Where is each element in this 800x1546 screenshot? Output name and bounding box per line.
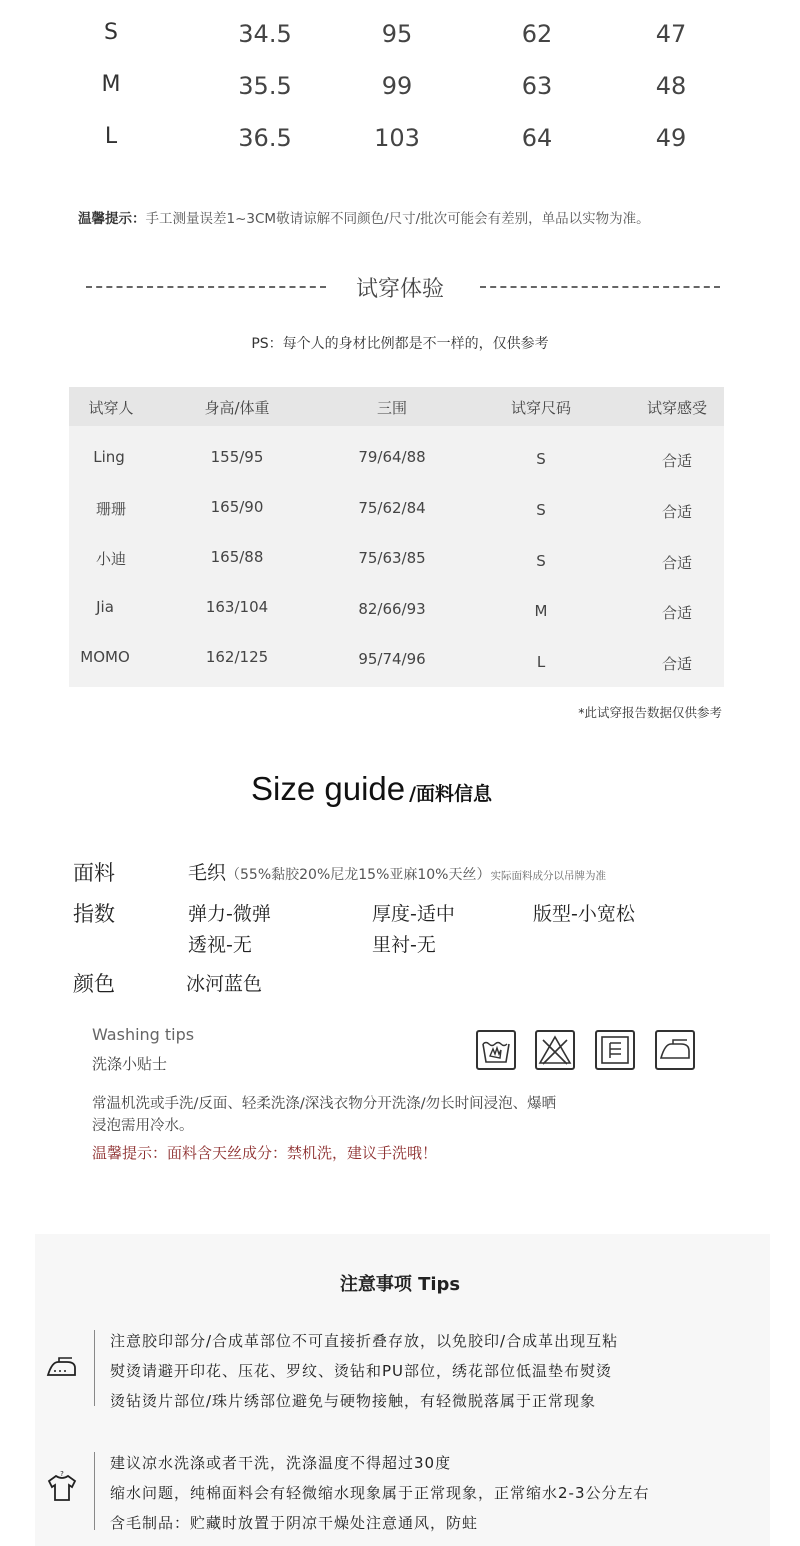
- tip-line: 建议凉水洗涤或者干洗，洗涤温度不得超过30度: [110, 1454, 452, 1472]
- table-cell: L: [536, 653, 546, 671]
- table-cell: 163/104: [205, 598, 269, 616]
- fit-value: 版型-小宽松: [533, 903, 635, 925]
- table-cell: 162/125: [205, 648, 269, 666]
- size-value: 99: [381, 72, 413, 100]
- table-cell: 合适: [661, 655, 693, 673]
- table-cell: 合适: [661, 604, 693, 622]
- table-cell: 165/88: [210, 548, 264, 566]
- table-cell: Ling: [93, 448, 125, 466]
- header-cell: 试穿感受: [646, 399, 708, 417]
- size-value: 103: [374, 124, 420, 152]
- lining-value: 里衬-无: [372, 934, 436, 956]
- notice-label: 温馨提示：: [78, 211, 146, 227]
- size-row: [0, 72, 800, 124]
- table-cell: M: [534, 602, 548, 620]
- table-cell: 155/95: [210, 448, 264, 466]
- header-cell: 试穿尺码: [510, 399, 572, 417]
- header-cell: 三围: [376, 399, 408, 417]
- size-label: M: [101, 72, 121, 97]
- fabric-value: [188, 858, 606, 885]
- header-cell: 身高/体重: [204, 399, 270, 417]
- no-bleach-icon: [535, 1030, 575, 1070]
- size-value: 36.5: [238, 124, 292, 152]
- header-cell: 试穿人: [88, 399, 134, 417]
- tip-line: 熨烫请避开印花、压花、罗纹、烫钻和PU部位，绣花部位低温垫布熨烫: [110, 1362, 613, 1380]
- iron-icon: [45, 1350, 79, 1384]
- index-label: 指数: [73, 902, 115, 926]
- table-cell: 75/63/85: [358, 549, 426, 567]
- table-cell: Jia: [96, 598, 114, 616]
- size-guide-title: [251, 770, 492, 808]
- divider-left: [86, 286, 326, 288]
- color-value: 冰河蓝色: [186, 973, 263, 995]
- iron-icon: [655, 1030, 695, 1070]
- size-value: 62: [521, 20, 553, 48]
- table-cell: 合适: [661, 452, 693, 470]
- fabric-main: 毛织: [188, 862, 227, 884]
- size-value: 64: [521, 124, 553, 152]
- size-value: 47: [655, 20, 687, 48]
- table-cell: 165/90: [210, 498, 264, 516]
- table-cell: 75/62/84: [358, 499, 426, 517]
- hand-wash-icon: [476, 1030, 516, 1070]
- tip-line: 含毛制品：贮藏时放置于阴凉干燥处注意通风，防蛀: [110, 1514, 479, 1532]
- size-value: 63: [521, 72, 553, 100]
- washing-tips-title-en: Washing tips: [92, 1025, 195, 1044]
- size-value: 49: [655, 124, 687, 152]
- table-cell: 79/64/88: [358, 448, 426, 466]
- size-row: [0, 20, 800, 72]
- svg-text:?: ?: [60, 1470, 64, 1478]
- shirt-icon: [45, 1470, 79, 1504]
- tip-divider: [94, 1330, 95, 1406]
- fabric-label: 面料: [73, 861, 115, 885]
- tip-line: 烫钻烫片部位/珠片绣部位避免与硬物接触，有轻微脱落属于正常现象: [110, 1392, 597, 1410]
- table-cell: 95/74/96: [358, 650, 426, 668]
- size-label: S: [104, 20, 118, 45]
- table-cell: S: [536, 501, 546, 519]
- washing-instruction-line: 浸泡需用冷水。: [92, 1118, 194, 1134]
- size-label: L: [104, 124, 118, 149]
- tip-line: 注意胶印部分/合成革部位不可直接折叠存放，以免胶印/合成革出现互粘: [110, 1332, 619, 1350]
- table-cell: 小迪: [95, 550, 127, 568]
- measurement-notice: [78, 207, 650, 227]
- size-value: 35.5: [238, 72, 292, 100]
- thickness-value: 厚度-适中: [372, 903, 455, 925]
- try-on-ps: PS：每个人的身材比例都是不一样的，仅供参考: [251, 336, 549, 352]
- washing-instruction-line: 常温机洗或手洗/反面、轻柔洗涤/深浅衣物分开洗涤/勿长时间浸泡、爆晒: [92, 1096, 557, 1112]
- washing-tips-title-cn: 洗涤小贴士: [92, 1055, 168, 1073]
- table-cell: S: [536, 450, 546, 468]
- washing-warning: 温馨提示：面料含天丝成分：禁机洗，建议手洗哦！: [92, 1144, 438, 1162]
- color-label: 颜色: [73, 972, 115, 996]
- tip-line: 缩水问题，纯棉面料会有轻微缩水现象属于正常现象，正常缩水2-3公分左右: [110, 1484, 650, 1502]
- try-on-table: [69, 387, 724, 687]
- tips-title: 注意事项 Tips: [339, 1274, 461, 1295]
- table-cell: S: [536, 552, 546, 570]
- table-cell: MOMO: [80, 648, 130, 666]
- table-header: [69, 387, 724, 426]
- divider-right: [480, 286, 720, 288]
- size-guide-heading: Size guide: [251, 770, 406, 807]
- try-on-section-title: [0, 272, 800, 302]
- table-cell: 合适: [661, 554, 693, 572]
- table-cell: 珊珊: [95, 500, 127, 518]
- elasticity-value: 弹力-微弹: [188, 903, 271, 925]
- size-row: [0, 124, 800, 176]
- table-cell: 82/66/93: [358, 600, 426, 618]
- fabric-note: 实际面料成分以吊牌为准: [490, 870, 606, 882]
- size-guide-subtitle: /面料信息: [409, 783, 493, 805]
- notice-text: 手工测量误差1~3CM敬请谅解不同颜色/尺寸/批次可能会有差别，单品以实物为准。: [145, 211, 650, 227]
- fabric-composition: （55%黏胶20%尼龙15%亚麻10%天丝）: [226, 867, 491, 883]
- table-cell: 合适: [661, 503, 693, 521]
- line-dry-icon: [595, 1030, 635, 1070]
- size-value: 48: [655, 72, 687, 100]
- size-value: 34.5: [238, 20, 292, 48]
- size-value: 95: [381, 20, 413, 48]
- try-on-title: 试穿体验: [355, 277, 445, 302]
- try-on-note: *此试穿报告数据仅供参考: [578, 705, 722, 720]
- tip-divider: [94, 1452, 95, 1530]
- see-through-value: 透视-无: [188, 934, 252, 956]
